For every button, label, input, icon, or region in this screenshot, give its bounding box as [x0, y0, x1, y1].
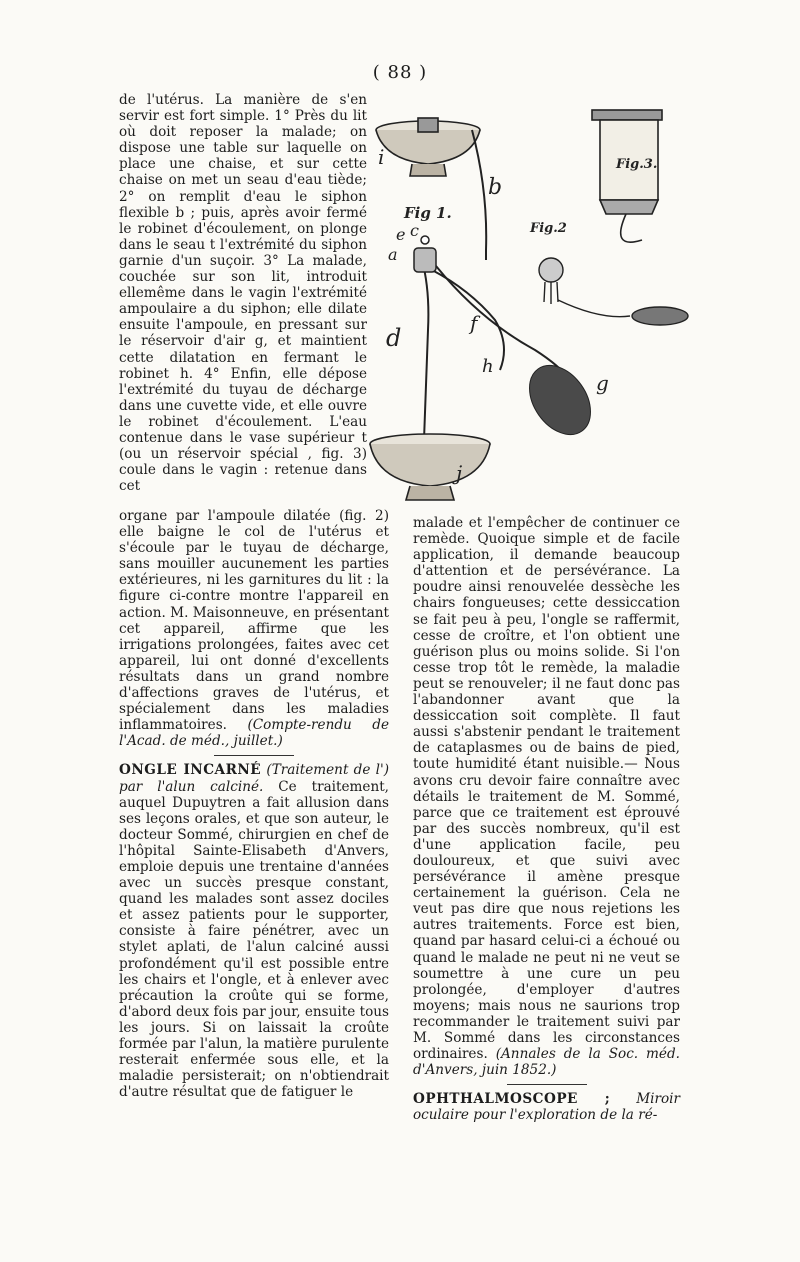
right-column-paragraph — [413, 515, 680, 1078]
section-divider — [214, 755, 294, 756]
connector-a — [414, 236, 436, 272]
left-column-top — [119, 92, 367, 494]
label-c: c — [410, 221, 419, 240]
upper-basin — [376, 118, 480, 176]
apparatus-illustration — [360, 90, 700, 515]
ophthalmoscope-paragraph — [413, 1091, 680, 1123]
siphon-continued-paragraph — [119, 508, 389, 749]
left-citation: (Compte-rendu de l'Acad. de méd., juillet.) — [119, 717, 390, 750]
label-j: j — [456, 461, 463, 485]
label-b: b — [488, 175, 503, 200]
lower-basin — [370, 434, 490, 500]
label-h: h — [482, 356, 494, 377]
label-fig2: Fig.2 — [530, 221, 567, 236]
label-a: a — [388, 245, 398, 264]
right-column-text: malade et l'empêcher de continuer ce remède. Quoique simple et de facile application, il demande beaucoup d'attention et de persévérance. La poudre ainsi renouvelée dessèche les chairs fongueuses; cette dessiccation se fait peu à peu, l'ongle se raffermit, cesse de croître, et l'on obtient une guérison plus ou moins solide. Si l'on cesse trop tôt le remède, la maladie peut se renouveler; il ne faut donc pas l'abandonner avant que la dessiccation soit complète. Il faut aussi s'abstenir pendant le traitement de cataplasmes ou de bains de pied, toute humidité étant nuisible.— Nous avons cru devoir faire connaître avec détails le traitement de M. Sommé, parce que ce traitement est éprouvé par des succès nombreux, qu'il est d'une application facile, peu douloureux, et que suivi avec persévérance il amène presque certainement la guérison. Cela ne veut pas dire que nous rejetions les autres traitements. Force est bien, quand par hasard celui-ci a échoué ou quand le malade ne peut ni ne veut se soumettre à une cure un peu prolongée, d'employer d'autres moyens; mais nous ne saurions trop recommander le traitement suivi par M. Sommé dans les circonstances ordinaires. — [413, 515, 680, 1063]
ophthalmoscope-subtitle: Miroir oculaire pour l'exploration de la ré- — [413, 1091, 681, 1124]
label-fig3: Fig.3. — [616, 157, 658, 172]
label-fig1: Fig 1. — [404, 204, 452, 222]
siphon-instructions-paragraph: de l'utérus. La manière de s'en servir est fort simple. 1° Près du lit où doit reposer la malade; on dispose une table sur laquelle on place une chaise, et sur cette chaise on met un seau d'eau tiède; 2° on remplit d'eau le siphon flexible b ; puis, après avoir fermé le robinet d'écoulement, on plonge dans le seau t l'extrémité du siphon garnie d'un suçoir. 3° La malade, couchée sur son lit, introduit ellemême dans le vagin l'extrémité ampoulaire a du siphon; elle dilate ensuite l'ampoule, en pressant sur le réservoir d'air g, et maintient cette dilatation en fermant le robinet h. 4° Enfin, elle dépose l'extrémité du tuyau de décharge dans une cuvette vide, et elle ouvre le robinet d'écoulement. L'eau contenue dans le vase supérieur t (ou un réservoir spécial , fig. 3) coule dans le vagin : retenue dans cet — [119, 92, 367, 495]
right-column — [413, 515, 680, 1123]
ongle-incarne-paragraph — [119, 762, 389, 1100]
label-f: f — [470, 311, 478, 335]
ongle-incarne-text: Ce traitement, auquel Dupuytren a fait allusion dans ses leçons orales, et que son auteur, le docteur Sommé, chirurgien en chef de l'hôpital Sainte-Elisabeth d'Anvers, emploie depuis une trentaine d'années avec un succès presque constant, quand les malades sont assez dociles et assez patients pour le supporter, consiste à faire pénétrer, avec un stylet aplati, de l'alun calciné aussi profondément qu'il est possible entre les chairs et l'ongle, et à enlever avec précaution la croûte qui se forme, d'abord deux fois par jour, ensuite tous les jours. Si on laissait la croûte formée par l'alun, la matière purulente resterait enfermée sous elle, et la maladie persisterait; on n'obtiendrait d'autre résultat que de fatiguer le — [119, 778, 390, 1101]
label-d: d — [386, 324, 402, 352]
irrigation-apparatus-figure — [360, 90, 700, 515]
ongle-incarne-subtitle: (Traitement de l') par l'alun calciné. — [119, 762, 389, 795]
ongle-incarne-heading: ONGLE INCARNÉ — [119, 762, 262, 779]
label-g: g — [596, 371, 609, 395]
ophthalmoscope-heading: OPHTHALMOSCOPE ; — [413, 1091, 611, 1108]
right-citation: (Annales de la Soc. méd. d'Anvers, juin 1852.) — [413, 1046, 680, 1079]
label-i: i — [378, 145, 385, 169]
left-column-bottom — [119, 508, 389, 1100]
reservoir-fig3 — [592, 110, 662, 242]
ampoule-fig2 — [539, 258, 688, 325]
siphon-continued-text: organe par l'ampoule dilatée (fig. 2) elle baigne le col de l'utérus et s'écoule par le tuyau de décharge, sans mouiller aucunement les parties extérieures, ni les garnitures du lit : la figure ci-contre montre l'appareil en action. M. Maisonneuve, en présentant cet appareil, affirme que les irrigations prolongées, faites avec cet appareil, lui ont donné d'excellents résultats dans un grand nombre d'affections graves de l'utérus, et spécialement dans les maladies inflammatoires. — [119, 508, 389, 734]
page-number: ( 88 ) — [372, 62, 428, 83]
air-bulb-g — [517, 354, 603, 446]
label-e: e — [396, 225, 406, 244]
section-divider-right — [507, 1084, 587, 1085]
